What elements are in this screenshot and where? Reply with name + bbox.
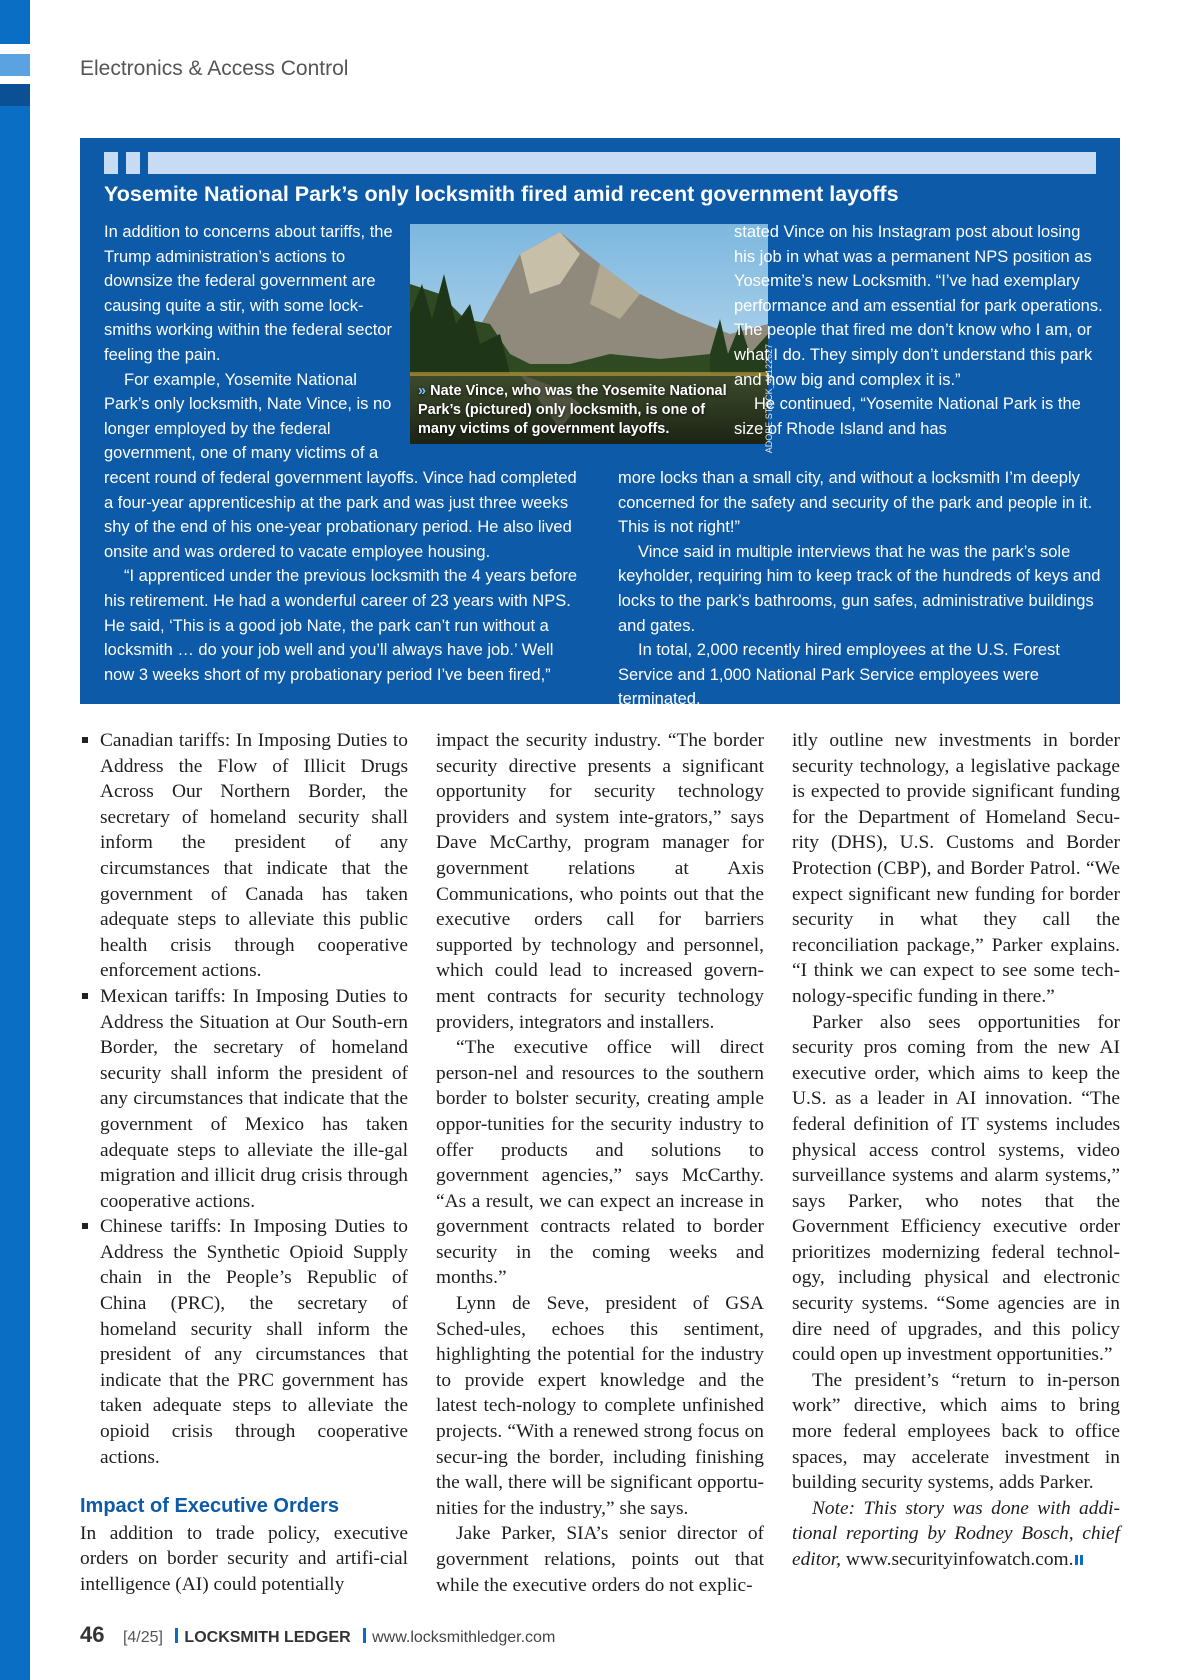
sidebar-paragraph: In addition to concerns about tariffs, the Trump administration’s actions to downsize the federal government are causing quite a stir, with some lock-smiths working within the federal sector feeling the pain. (104, 223, 393, 364)
end-mark-icon (1080, 1555, 1083, 1565)
stripe-dark-block (0, 84, 30, 106)
article-paragraph: Parker also sees opportunities for security pros coming from the new AI executive order, which aims to keep the U.S. as a leader in AI innovation. “The federal definition of IT systems includes physical access control systems, video surveillance systems and alarm systems,” says Parker, who notes that the Government Efficiency executive order prioritizes modernizing federal technol-ogy, including physical and electronic security systems. “Some agencies are in dire need of upgrades, and this policy could open up investment opportunities.” (792, 1011, 1120, 1366)
photo-credit: ADOBE STOCK_41122627 (764, 344, 774, 454)
sidebar-paragraph: In total, 2,000 recently hired employees at the U.S. Forest Service and 1,000 National Park Service employees were terminated. (618, 641, 1060, 709)
editor-note (792, 1496, 1120, 1573)
left-color-stripe (0, 0, 30, 1680)
list-item (80, 728, 408, 984)
magazine-url: www.locksmithledger.com (372, 1629, 556, 1646)
article-paragraph: Jake Parker, SIA’s senior director of government relations, points out that while the executive orders do not explic- (436, 1523, 764, 1596)
article-paragraph: Lynn de Seve, president of GSA Sched-ules, echoes this sentiment, highlighting the potential for the industry to provide expert knowledge and the latest tech-nology to complete unfinished projects. “With a renewed strong focus on secur-ing the border, including finishing the wall, there will be significant opportu-nities for the industry,” she says. (436, 1293, 764, 1519)
stripe-light-block (0, 54, 30, 76)
article-paragraph: “The executive office will direct person-nel and resources to the southern border to bolster security, creating ample oppor-tunities for the security industry to offer products and solutions to government agencies,” says McCarthy. “As a result, we can expect an increase in government contracts related to border security in the coming weeks and months.” (436, 1037, 764, 1289)
yosemite-photo (410, 224, 774, 454)
issue-date: [4/25] (122, 1629, 163, 1646)
bullet-text: Mexican tariffs: In Imposing Duties to Address the Situation at Our South-ern Border, the secretary of homeland security shall inform the president of any circumstances that indicate that the government of Mexico has taken adequate steps to alleviate the ille-gal migration and illicit drug crisis through cooperative actions. (100, 985, 408, 1212)
sidebar-paragraph: more locks than a small city, and without a locksmith I’m deeply concerned for the safety and security of the park and people in it. This is not right!” (618, 469, 1093, 537)
article-paragraph: In addition to trade policy, executive orders on border security and artifi-cial intelligence (AI) could potentially (80, 1522, 408, 1595)
note-text: This story was done with addi-tional reporting by Rodney Bosch, chief editor, (792, 1497, 1120, 1570)
page-footer (80, 1622, 555, 1648)
article-column-3 (792, 728, 1120, 1573)
sidebar-paragraph: Vince said in multiple interviews that he was the park’s sole keyholder, requiring him to keep track of the hundreds of keys and locks to the park’s bathrooms, gun safes, administrative buildings and gates. (618, 542, 1101, 635)
stripe-notch (0, 76, 30, 84)
sidebar-mark (104, 152, 118, 174)
bullet-icon (82, 737, 88, 743)
bullet-text: Canadian tariffs: In Imposing Duties to Address the Flow of Illicit Drugs Across Our Northern Border, the secretary of homeland security shall inform the president of any circumstances that indicate that the government of Canada has taken adequate steps to alleviate this public health crisis through cooperative enforcement actions. (100, 730, 408, 982)
sidebar-rule (148, 152, 1096, 174)
article-paragraph: impact the security industry. “The border security directive presents a significant opportunity for security technology providers and system inte-grators,” says Dave McCarthy, program manager for government relations at Axis Communications, who points out that the executive orders call for barriers supported by technology and personnel, which could lead to increased govern-ment contracts for security technology providers, integrators and installers. (436, 730, 764, 1033)
sidebar-mark (126, 152, 140, 174)
photo-caption (418, 382, 738, 439)
caption-chevron-icon: » (418, 383, 427, 399)
article-paragraph: The president’s “return to in-person work” directive, which aims to bring more federal employees back to office spaces, may accelerate investment in building security systems, adds Parker. (792, 1369, 1120, 1494)
bullet-text: Chinese tariffs: In Imposing Duties to Address the Synthetic Opioid Supply chain in the People’s Republic of China (PRC), the secretary of homeland security shall inform the president of any circumstances that indicate that the PRC government has taken adequate steps to alleviate the opioid crisis through cooperative actions. (100, 1216, 408, 1468)
sidebar-text-right-narrow (734, 220, 1104, 441)
magazine-name: LOCKSMITH LEDGER (184, 1629, 351, 1646)
note-url: www.securityinfowatch.com. (845, 1549, 1074, 1570)
section-header: Electronics & Access Control (80, 57, 349, 80)
sidebar-text-right-wide (618, 466, 1106, 712)
footer-bar-icon (175, 1628, 178, 1643)
sidebar-paragraph: He continued, “Yosemite National Park is the size of Rhode Island and has (734, 395, 1081, 438)
note-label: Note: (812, 1497, 856, 1519)
article-column-1 (80, 728, 408, 1598)
bullet-icon (82, 993, 88, 999)
stripe-notch (0, 44, 30, 54)
sidebar-text-left-wide (104, 466, 582, 687)
page-number: 46 (80, 1622, 105, 1647)
sidebar-paragraph: stated Vince on his Instagram post about losing his job in what was a permanent NPS position as Yosemite’s new Locksmith. “I’ve had exemplary performance and am essential for park operations. The people that fired me don’t know who I am, or what I do. They simply don’t understand this park and how big and complex it is.” (734, 223, 1103, 389)
section-subhead: Impact of Executive Orders (80, 1495, 339, 1518)
sidebar-title: Yosemite National Park’s only locksmith fired amid recent government layoffs (104, 182, 899, 206)
article-column-2 (436, 728, 764, 1598)
sidebar-text-left-narrow (104, 220, 404, 466)
list-item (80, 984, 408, 1214)
sidebar-paragraph: For example, Yosemite National Park’s only locksmith, Nate Vince, is no longer employed by the federal government, one of many victims of a (104, 370, 392, 463)
list-item (80, 1214, 408, 1470)
sidebar-paragraph: recent round of federal government layoffs. Vince had completed a four-year apprenticeship at the park and was just three weeks shy of the end of his one-year probationary period. He also lived onsite and was ordered to vacate employee housing. (104, 469, 577, 561)
sidebar-box (80, 138, 1120, 709)
end-mark-icon (1075, 1555, 1078, 1565)
footer-bar-icon (363, 1628, 366, 1643)
caption-text: Nate Vince, who was the Yosemite National Park’s (pictured) only locksmith, is one of many victims of government layoffs. (418, 383, 727, 437)
article-paragraph: itly outline new investments in border security technology, a legislative package is expected to provide significant funding for the Department of Homeland Secu-rity (DHS), U.S. Customs and Border Protection (CBP), and Border Patrol. “We expect significant new funding for border security in what they call the reconciliation package,” Parker explains. “I think we can expect to see some tech-nology-specific funding in there.” (792, 730, 1120, 1007)
tariff-bullet-list (80, 728, 408, 1470)
bullet-icon (82, 1223, 88, 1229)
sidebar-paragraph: “I apprenticed under the previous locksmith the 4 years before his retirement. He had a wonderful career of 23 years with NPS. He said, ‘This is a good job Nate, the park can’t run without a locksmith … do your job well and you’ll always have job.’ Well now 3 weeks short of my probationary period I’ve been fired,” (104, 567, 578, 684)
